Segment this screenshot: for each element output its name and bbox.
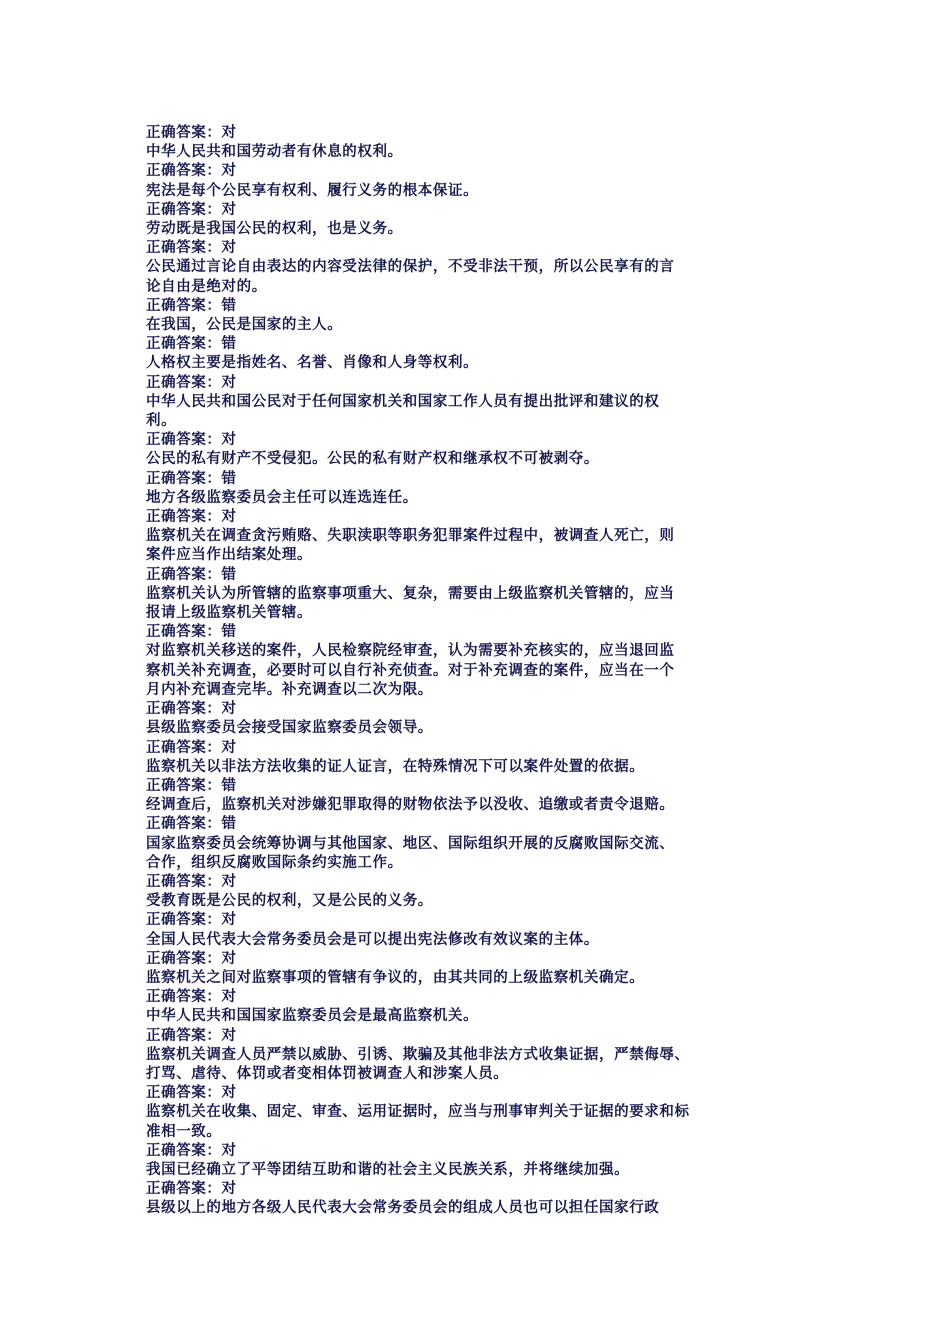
question-line: 经调查后，监察机关对涉嫌犯罪取得的财物依法予以没收、追缴或者责令退赔。 bbox=[146, 797, 675, 814]
question-line: 监察机关以非法方法收集的证人证言，在特殊情况下可以案件处置的依据。 bbox=[146, 758, 645, 775]
question-line: 对监察机关移送的案件，人民检察院经审查，认为需要补充核实的，应当退回监 bbox=[146, 643, 675, 660]
question-line: 合作，组织反腐败国际条约实施工作。 bbox=[146, 854, 403, 871]
question-line: 准相一致。 bbox=[146, 1123, 222, 1140]
question-line: 公民通过言论自由表达的内容受法律的保护，不受非法干预，所以公民享有的言 bbox=[146, 259, 675, 276]
answer-line: 正确答案：对 bbox=[146, 1085, 237, 1102]
answer-line: 正确答案：错 bbox=[146, 470, 237, 487]
question-line: 论自由是绝对的。 bbox=[146, 278, 267, 295]
answer-line: 正确答案：对 bbox=[146, 125, 237, 141]
question-line: 察机关补充调查，必要时可以自行补充侦查。对于补充调查的案件，应当在一个 bbox=[146, 662, 675, 679]
question-line: 县级监察委员会接受国家监察委员会领导。 bbox=[146, 720, 433, 737]
question-line: 报请上级监察机关管辖。 bbox=[146, 605, 313, 622]
answer-line: 正确答案：对 bbox=[146, 201, 237, 218]
answer-line: 正确答案：对 bbox=[146, 701, 237, 718]
answer-line: 正确答案：对 bbox=[146, 873, 237, 890]
answer-line: 正确答案：错 bbox=[146, 777, 237, 794]
question-line: 劳动既是我国公民的权利，也是义务。 bbox=[146, 221, 403, 238]
question-line: 监察机关调查人员严禁以威胁、引诱、欺骗及其他非法方式收集证据，严禁侮辱、 bbox=[146, 1046, 690, 1063]
answer-line: 正确答案：错 bbox=[146, 624, 237, 641]
question-line: 监察机关认为所管辖的监察事项重大、复杂，需要由上级监察机关管辖的，应当 bbox=[146, 585, 675, 602]
answer-line: 正确答案：对 bbox=[146, 912, 237, 929]
question-line: 案件应当作出结案处理。 bbox=[146, 547, 313, 564]
question-line: 受教育既是公民的权利，又是公民的义务。 bbox=[146, 893, 433, 910]
answer-line: 正确答案：对 bbox=[146, 989, 237, 1006]
answer-line: 正确答案：错 bbox=[146, 297, 237, 314]
question-line: 公民的私有财产不受侵犯。公民的私有财产权和继承权不可被剥夺。 bbox=[146, 451, 599, 468]
question-line: 监察机关在调查贪污贿赂、失职渎职等职务犯罪案件过程中，被调查人死亡，则 bbox=[146, 528, 675, 545]
answer-line: 正确答案：对 bbox=[146, 1181, 237, 1198]
question-line: 打骂、虐待、体罚或者变相体罚被调查人和涉案人员。 bbox=[146, 1065, 509, 1082]
question-line: 利。 bbox=[146, 413, 177, 430]
answer-line: 正确答案：错 bbox=[146, 566, 237, 583]
answer-line: 正确答案：对 bbox=[146, 374, 237, 391]
question-line: 监察机关在收集、固定、审查、运用证据时，应当与刑事审判关于证据的要求和标 bbox=[146, 1104, 690, 1121]
question-line: 监察机关之间对监察事项的管辖有争议的，由其共同的上级监察机关确定。 bbox=[146, 969, 645, 986]
answer-line: 正确答案：对 bbox=[146, 163, 237, 180]
question-line: 月内补充调查完毕。补充调查以二次为限。 bbox=[146, 681, 433, 698]
question-line: 宪法是每个公民享有权利、履行义务的根本保证。 bbox=[146, 182, 479, 199]
answer-line: 正确答案：对 bbox=[146, 1027, 237, 1044]
answer-line: 正确答案：对 bbox=[146, 1142, 237, 1159]
answer-line: 正确答案：错 bbox=[146, 336, 237, 353]
question-line: 中华人民共和国国家监察委员会是最高监察机关。 bbox=[146, 1008, 479, 1025]
document-body bbox=[146, 124, 812, 1219]
answer-line: 正确答案：错 bbox=[146, 816, 237, 833]
question-line: 在我国，公民是国家的主人。 bbox=[146, 317, 343, 334]
question-line: 中华人民共和国劳动者有休息的权利。 bbox=[146, 144, 403, 161]
answer-line: 正确答案：对 bbox=[146, 950, 237, 967]
answer-line: 正确答案：对 bbox=[146, 432, 237, 449]
question-line: 人格权主要是指姓名、名誉、肖像和人身等权利。 bbox=[146, 355, 479, 372]
question-line: 国家监察委员会统筹协调与其他国家、地区、国际组织开展的反腐败国际交流、 bbox=[146, 835, 675, 852]
question-line: 地方各级监察委员会主任可以连选连任。 bbox=[146, 489, 418, 506]
question-line: 县级以上的地方各级人民代表大会常务委员会的组成人员也可以担任国家行政 bbox=[146, 1200, 660, 1217]
answer-line: 正确答案：对 bbox=[146, 240, 237, 257]
answer-line: 正确答案：对 bbox=[146, 739, 237, 756]
question-line: 我国已经确立了平等团结互助和谐的社会主义民族关系，并将继续加强。 bbox=[146, 1161, 630, 1178]
question-line: 中华人民共和国公民对于任何国家机关和国家工作人员有提出批评和建议的权 bbox=[146, 393, 660, 410]
question-line: 全国人民代表大会常务委员会是可以提出宪法修改有效议案的主体。 bbox=[146, 931, 599, 948]
answer-line: 正确答案：对 bbox=[146, 509, 237, 526]
